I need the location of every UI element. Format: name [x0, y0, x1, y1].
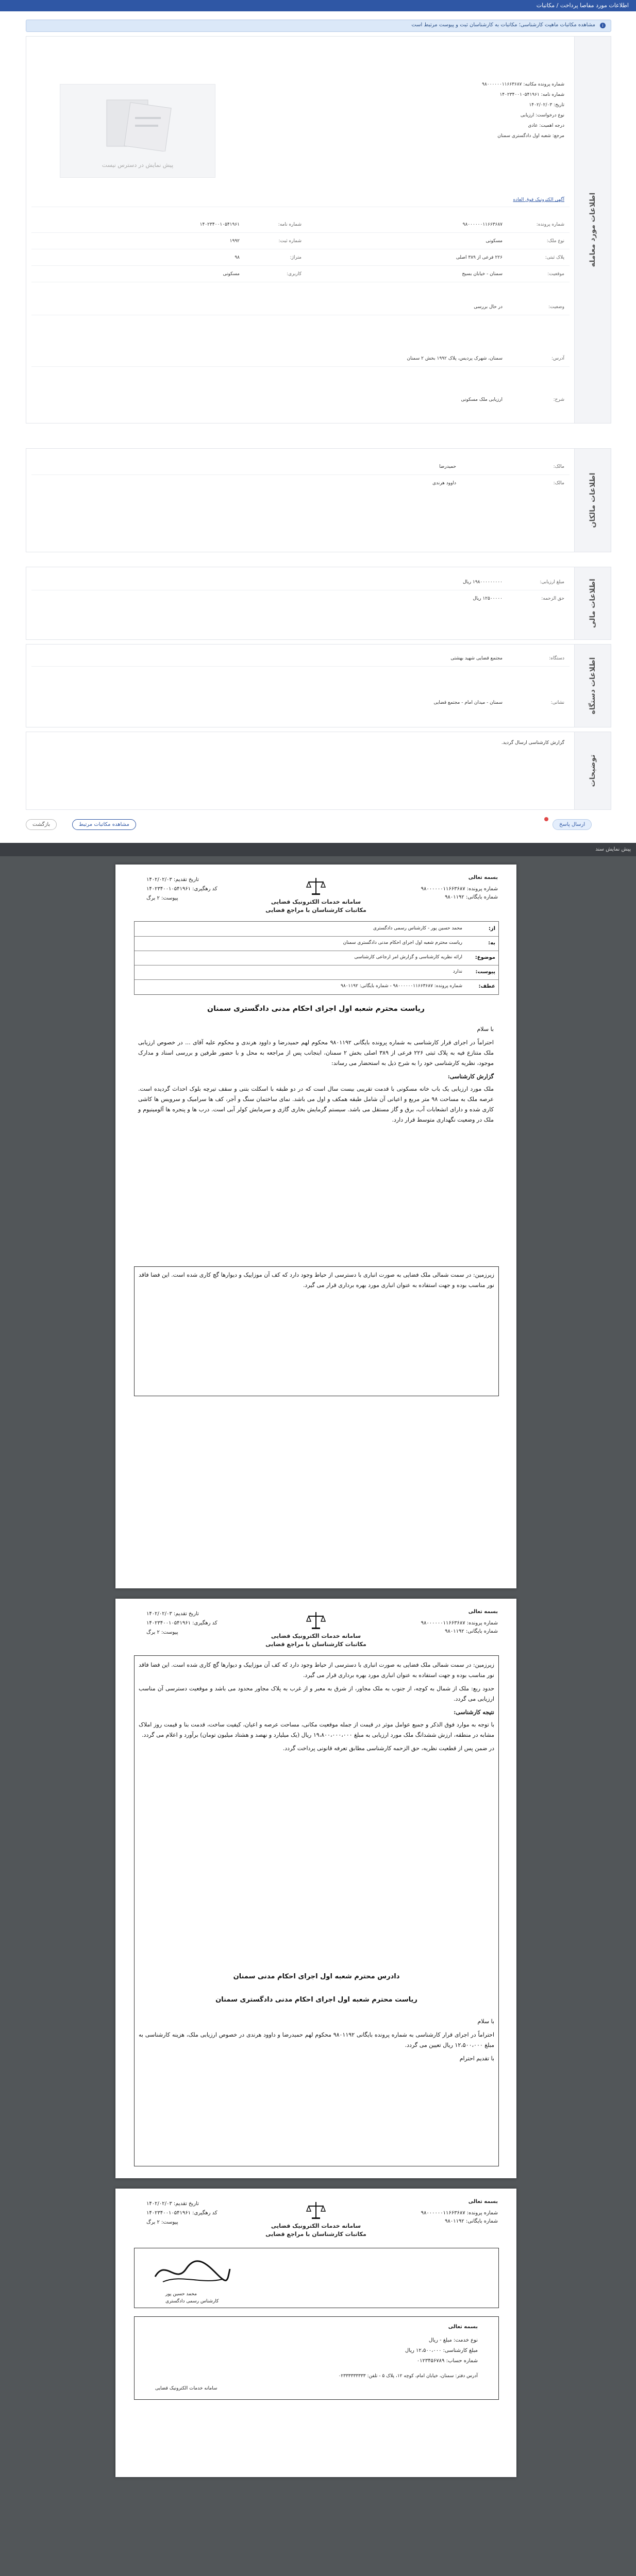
letter-header-table	[134, 921, 499, 995]
salutation: با سلام	[477, 1026, 494, 1032]
subject-row: موضوع: ارائه نظریه کارشناسی و گزارش امر ارجاعی کارشناسی	[135, 951, 498, 965]
letter-heading: ریاست محترم شعبه اول اجرای احکام مدنی دادگستری سمنان	[207, 1005, 425, 1013]
salutation: با سلام	[477, 2018, 494, 2025]
document-link[interactable]: آگهی الکترونیک فوق العاده	[513, 197, 564, 202]
letter-org-sub: مکاتبات کارشناسان با مراجع قضایی	[265, 2231, 366, 2238]
bismillah: بسمه تعالی	[468, 2199, 498, 2205]
submit-date: تاریخ تقدیم: ۱۴۰۲/۰۲/۰۳	[146, 1611, 199, 1617]
viewer-header	[0, 843, 636, 856]
field-value: در حال بررسی	[474, 304, 503, 310]
field-label: نشانی:	[550, 700, 564, 705]
field-value: سمنان - میدان امام - مجتمع قضایی	[433, 700, 503, 705]
field-value: مسکونی	[486, 239, 503, 244]
letter-org: سامانه خدمات الکترونیک قضایی	[271, 2223, 361, 2229]
case-number: شماره پرونده: ۹۸۰۰۰۰۰۰۱۱۶۶۳۶۸۷	[421, 2210, 498, 2216]
top-bar	[0, 0, 636, 11]
judiciary-emblem-icon	[306, 876, 326, 896]
back-button[interactable]: بازگشت	[26, 819, 57, 830]
reference-row: عطف: شماره پرونده: ۹۸۰۰۰۰۰۰۱۱۶۶۳۶۸۷ - شماره بایگانی: ۹۸۰۱۱۹۲	[340, 984, 495, 989]
attachments-count: پیوست: ۲ برگ	[146, 895, 178, 901]
letter-org-sub: مکاتبات کارشناسان با مراجع قضایی	[265, 907, 366, 913]
archive-number: شماره بایگانی: ۹۸۰۱۱۹۲	[445, 894, 498, 900]
field-label: شماره پرونده:	[536, 222, 564, 227]
summary-line: درجه اهمیت: عادی	[528, 123, 564, 128]
receiver-row: به: ریاست محترم شعبه اول اجرای احکام مدنی دادگستری سمنان	[135, 936, 498, 951]
related-correspondence-button[interactable]: مشاهده مکاتبات مرتبط	[72, 819, 136, 830]
field-value: ۱۹۸۰۰۰۰۰۰۰۰۰ ریال	[462, 580, 503, 585]
field-label: متراژ:	[290, 255, 302, 260]
field-label: شماره نامه:	[278, 222, 302, 227]
tracking-code: کد رهگیری: ۱۴۰۲۳۴۰۰۱۰۵۴۱۹۶۱	[146, 1620, 217, 1626]
info-icon: i	[600, 23, 606, 28]
no-preview-text: پیش نمایش در دسترس نیست	[102, 162, 174, 168]
document-page-2	[115, 1599, 516, 2178]
document-page-1	[115, 865, 516, 1588]
letter-body-3	[139, 2016, 494, 2067]
case-section-header: اطلاعات مورد معامله	[574, 37, 611, 423]
file-preview-placeholder	[60, 84, 215, 178]
page2-content-box	[134, 1655, 499, 2166]
signer-title: کارشناس رسمی دادگستری	[165, 2299, 219, 2304]
letter-org: سامانه خدمات الکترونیک قضایی	[271, 1633, 361, 1639]
submit-date: تاریخ تقدیم: ۱۴۰۲/۰۲/۰۳	[146, 2201, 199, 2207]
bismillah: بسمه تعالی	[448, 2324, 478, 2330]
summary-line: شماره پرونده مکاتبه: ۹۸۰۰۰۰۰۰۱۱۶۶۳۶۸۷	[482, 82, 564, 87]
signature-box	[134, 2248, 499, 2308]
field-label: پلاک ثبتی:	[545, 255, 564, 260]
owners-section-header: اطلاعات مالکان	[574, 449, 611, 552]
notes-text: گزارش کارشناسی ارسال گردید.	[501, 740, 564, 745]
field-label: شماره ثبت:	[278, 239, 302, 244]
field-value: ۹۸	[235, 255, 240, 260]
field-value: سمنان - خیابان بسیج	[462, 272, 503, 277]
bismillah: بسمه تعالی	[468, 875, 498, 880]
field-value: سمنان، شهرک پردیس، پلاک ۱۹۹۲ بخش ۲ سمنان	[407, 356, 503, 361]
field-label: حق الزحمه:	[541, 596, 564, 601]
attachment-row: پیوست: ندارد	[135, 965, 498, 980]
field-label: موقعیت:	[547, 272, 564, 277]
field-value: مجتمع قضایی شهید بهشتی	[450, 656, 503, 661]
letter-body-2	[139, 1660, 494, 1757]
paragraph: ملک مورد ارزیابی یک باب خانه مسکونی با قدمت تقریبی بیست سال است که در دو طبقه با اسکلت بتنی و سقف تیرچه بلوک احداث گردیده است. عرصه ملک به مساحت ۹۸ متر مربع و اعیانی آن شامل طبقه همکف و اول می باشد. نمای ساختمان سنگ و آجر، کف ها سرامیک و سرویس ها کاشی کاری شده و دارای انشعابات آب، برق و گاز مستقل می باشد. سیستم گرمایش بخاری گازی و سرمایش کولر آبی است. درب ها و پنجره ها آلومینیوم و ملک در وضعیت نگهداری متوسط قرار دارد.	[138, 1086, 494, 1123]
judge-heading: دادرس محترم شعبه اول اجرای احکام مدنی سمنان	[233, 1973, 400, 1980]
paragraph: احتراماً در اجرای قرار کارشناسی به شماره پرونده بایگانی ۹۸۰۱۱۹۲ محکوم لهم حمیدرضا و داوود هرندی و محکوم علیه آقای ... در خصوص ارزیابی ملک متنازع فیه به پلاک ثبتی ۲۲۶ فرعی از ۳۸۹ اصلی بخش ۲ سمنان، اینجانب پس از مراجعه به محل و با حضور طرفین و بررسی اسناد و مدارک موجود، نظریه کارشناسی خود را به شرح ذیل به استحضار می رساند:	[138, 1039, 494, 1066]
owner-name: داوود هرندی	[432, 481, 456, 486]
letter-body-1	[138, 1024, 494, 1128]
paragraph: زیرزمین: در سمت شمالی ملک فضایی به صورت انباری با دسترسی از حیاط وجود دارد که کف آن موزاییک و دیوارها گچ کاری شده است. این فضا فاقد نور مناسب بوده و جهت استفاده به عنوان انباری مورد بهره برداری قرار می گیرد.	[139, 1662, 494, 1679]
financial-section-header: اطلاعات مالی	[574, 567, 611, 639]
tracking-code: کد رهگیری: ۱۴۰۲۳۴۰۰۱۰۵۴۱۹۶۱	[146, 886, 217, 892]
summary-line: تاریخ: ۱۴۰۲/۰۲/۰۳	[529, 103, 564, 108]
field-label: کاربری:	[287, 272, 302, 277]
signer-name: محمد حسین پور	[165, 2292, 197, 2297]
summary-line: مرجع: شعبه اول دادگستری سمنان	[497, 133, 564, 139]
attachments-count: پیوست: ۲ برگ	[146, 1630, 178, 1635]
letter-org-sub: مکاتبات کارشناسان با مراجع قضایی	[265, 1641, 366, 1648]
field-value: مسکونی	[223, 272, 240, 277]
report-heading: گزارش کارشناسی:	[447, 1073, 494, 1080]
notice-text: مشاهده مکاتبات ماهیت کارشناسی؛ مکاتبات به کارشناسان ثبت و پیوست مرتبط است	[411, 22, 595, 28]
viewer-title: پیش نمایش سند	[595, 846, 631, 852]
account-number: شماره حساب: ۰۱۲۳۴۵۶۷۸۹	[416, 2358, 478, 2364]
financial-card	[26, 567, 611, 640]
result-heading: نتیجه کارشناسی:	[454, 1709, 494, 1716]
notification-badge	[544, 817, 548, 821]
notes-section-header: توضیحات	[574, 732, 611, 809]
field-value: ۲۲۶ فرعی از ۳۸۹ اصلی	[456, 255, 503, 260]
payment-box	[134, 2316, 499, 2400]
field-value: ۹۸۰۰۰۰۰۰۱۱۶۶۳۶۸۷	[462, 222, 503, 227]
tracking-code: کد رهگیری: ۱۴۰۲۳۴۰۰۱۰۵۴۱۹۶۱	[146, 2210, 217, 2216]
reply-button[interactable]: ارسال پاسخ	[553, 819, 592, 830]
paragraph: احتراماً در اجرای قرار کارشناسی به شماره پرونده بایگانی ۹۸۰۱۱۹۲ محکوم لهم حمیدرضا و داوود هرندی در خصوص ارزیابی ملک، هزینه کارشناسی به مبلغ ۱۲،۵۰۰،۰۰۰ ریال تعیین می گردد.	[139, 2031, 495, 2048]
device-card	[26, 644, 611, 727]
field-label: آدرس:	[551, 356, 564, 361]
signature-stamp-icon	[150, 2253, 232, 2290]
bismillah: بسمه تعالی	[468, 1609, 498, 1615]
top-bar-title: اطلاعات مورد مفاصا پرداخت / مکاتبات	[536, 2, 629, 9]
regards: با تقدیم احترام	[459, 2055, 494, 2062]
submit-date: تاریخ تقدیم: ۱۴۰۲/۰۲/۰۳	[146, 877, 199, 883]
judiciary-emblem-icon	[306, 1610, 326, 1631]
owners-card	[26, 448, 611, 552]
field-label: مالک:	[553, 464, 564, 469]
paragraph: با توجه به موارد فوق الذکر و جمیع عوامل موثر در قیمت از جمله موقعیت مکانی، مساحت عرصه و اعیان، کیفیت ساخت، قدمت بنا و قیمت روز املاک مشابه در منطقه، ارزش ششدانگ ملک مورد ارزیابی به مبلغ ۱۹،۸۰۰،۰۰۰،۰۰۰ ریال (یک میلیارد و نهصد و هشتاد میلیون تومان) برآورد و اعلام می گردد.	[139, 1721, 494, 1738]
case-info-card	[26, 36, 611, 423]
field-value: ۱۴۰۲۳۴۰۰۱۰۵۴۱۹۶۱	[199, 222, 240, 227]
service-type: نوع خدمت: مبلغ - ریال	[428, 2337, 478, 2343]
case-number: شماره پرونده: ۹۸۰۰۰۰۰۰۱۱۶۶۳۶۸۷	[421, 886, 498, 892]
case-number: شماره پرونده: ۹۸۰۰۰۰۰۰۱۱۶۶۳۶۸۷	[421, 1620, 498, 1626]
letter-org: سامانه خدمات الکترونیک قضایی	[271, 899, 361, 905]
field-label: نوع ملک:	[546, 239, 564, 244]
judiciary-emblem-icon	[306, 2200, 326, 2221]
letter-heading-2: ریاست محترم شعبه اول اجرای احکام مدنی دادگستری سمنان	[215, 1996, 417, 2004]
summary-line: نوع درخواست: ارزیابی	[520, 113, 564, 118]
field-value: ۱۲۵۰۰۰۰۰ ریال	[473, 596, 503, 601]
owner-name: حمیدرضا	[439, 464, 456, 469]
field-label: مبلغ ارزیابی:	[540, 580, 564, 585]
notes-card	[26, 732, 611, 810]
archive-number: شماره بایگانی: ۹۸۰۱۱۹۲	[445, 1629, 498, 1634]
document-page-3	[115, 2189, 516, 2477]
field-label: شرح:	[553, 397, 564, 402]
footer-org: سامانه خدمات الکترونیک قضایی	[155, 2386, 217, 2391]
office-address: آدرس دفتر: سمنان، خیابان امام، کوچه ۱۲، پلاک ۵ - تلفن: ۰۲۳۳۳۳۳۳۳۳۳	[338, 2374, 478, 2379]
fee-amount: مبلغ کارشناسی: ۱۲،۵۰۰،۰۰۰ ریال	[405, 2348, 478, 2353]
field-label: مالک:	[553, 481, 564, 486]
paragraph: در ضمن پس از قطعیت نظریه، حق الزحمه کارشناسی مطابق تعرفه قانونی پرداخت گردد.	[282, 1745, 494, 1752]
archive-number: شماره بایگانی: ۹۸۰۱۱۹۲	[445, 2218, 498, 2224]
field-value: ارزیابی ملک مسکونی	[461, 397, 503, 402]
field-label: وضعیت:	[548, 304, 564, 310]
attachments-count: پیوست: ۲ برگ	[146, 2219, 178, 2225]
document-placeholder-icon	[102, 95, 174, 151]
field-value: ۱۹۹۲	[229, 239, 240, 244]
sender-row: از: محمد حسین پور - کارشناس رسمی دادگستری	[135, 922, 498, 937]
paragraph: زیرزمین: در سمت شمالی ملک فضایی به صورت انباری با دسترسی از حیاط وجود دارد که کف آن موزاییک و دیوارها گچ کاری شده است. این فضا فاقد نور مناسب بوده و جهت استفاده به عنوان انباری مورد بهره برداری قرار می گیرد.	[139, 1272, 494, 1289]
device-section-header: اطلاعات دستگاه	[574, 645, 611, 727]
paragraph: حدود ربع: ملک از شمال به کوچه، از جنوب به ملک مجاور، از شرق به معبر و از غرب به پلاک مجاور محدود می باشد و موقعیت دسترسی آن مناسب ارزیابی می گردد.	[139, 1685, 494, 1702]
notice-bar	[26, 20, 611, 32]
basement-section-box	[134, 1266, 499, 1396]
summary-line: شماره نامه: ۱۴۰۲۳۴۰۰۱۰۵۴۱۹۶۱	[499, 92, 564, 97]
field-label: دستگاه:	[549, 656, 564, 661]
